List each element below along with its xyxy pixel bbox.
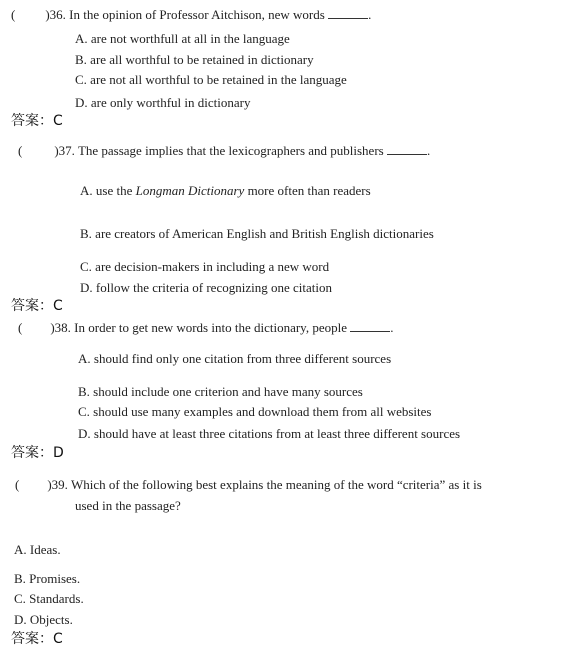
question-37-option-a: A. use the Longman Dictionary more often than readers: [80, 183, 371, 198]
question-38-option-b: B. should include one criterion and have many sources: [78, 384, 363, 399]
longman-dictionary-title: Longman Dictionary: [135, 183, 245, 198]
question-38-paren: (: [18, 320, 23, 335]
question-36-option-b: B. are all worthful to be retained in dictionary: [75, 52, 314, 67]
question-39-text: )39. Which of the following best explains the meaning of the word “criteria” as it is: [47, 477, 482, 492]
question-38-answer: 答案：D: [11, 445, 64, 461]
question-36-stem: ( )36. In the opinion of Professor Aitchison, new words .: [11, 7, 372, 22]
question-39-option-c: C. Standards.: [14, 591, 84, 606]
question-36-answer: 答案：C: [11, 113, 63, 129]
question-39-paren: (: [15, 477, 20, 492]
question-36-paren: (: [11, 7, 16, 22]
question-36-option-d: D. are only worthful in dictionary: [75, 95, 251, 110]
question-39-answer: 答案：C: [11, 631, 63, 647]
question-39-option-b: B. Promises.: [14, 571, 81, 586]
question-38-option-a: A. should find only one citation from three different sources: [78, 351, 392, 366]
question-37-option-d: D. follow the criteria of recognizing one citation: [80, 280, 332, 295]
question-37-blank: [387, 142, 427, 155]
question-39-option-a: A. Ideas.: [14, 542, 61, 557]
question-37-stem: ( )37. The passage implies that the lexicographers and publishers .: [18, 143, 431, 158]
question-38-stem: ( )38. In order to get new words into the dictionary, people .: [18, 320, 394, 335]
question-37-text: )37. The passage implies that the lexicographers and publishers: [54, 143, 384, 158]
question-36-option-c: C. are not all worthful to be retained in the language: [75, 72, 347, 87]
question-36-text: )36. In the opinion of Professor Aitchison, new words: [45, 7, 325, 22]
question-37-answer: 答案：C: [11, 298, 63, 314]
question-36-option-a: A. are not worthfull at all in the language: [75, 31, 290, 46]
question-37-paren: (: [18, 143, 23, 158]
question-38-text: )38. In order to get new words into the dictionary, people: [50, 320, 347, 335]
question-39-stem-line2: used in the passage?: [75, 498, 181, 513]
question-38-blank: [350, 319, 390, 332]
question-36-blank: [328, 6, 368, 19]
question-37-option-c: C. are decision-makers in including a new word: [80, 259, 330, 274]
question-37-option-b: B. are creators of American English and British English dictionaries: [80, 226, 434, 241]
question-39-option-d: D. Objects.: [14, 612, 73, 627]
question-38-option-d: D. should have at least three citations from at least three different sources: [78, 426, 461, 441]
question-38-option-c: C. should use many examples and download them from all websites: [78, 404, 432, 419]
question-39-stem: [15, 477, 482, 493]
